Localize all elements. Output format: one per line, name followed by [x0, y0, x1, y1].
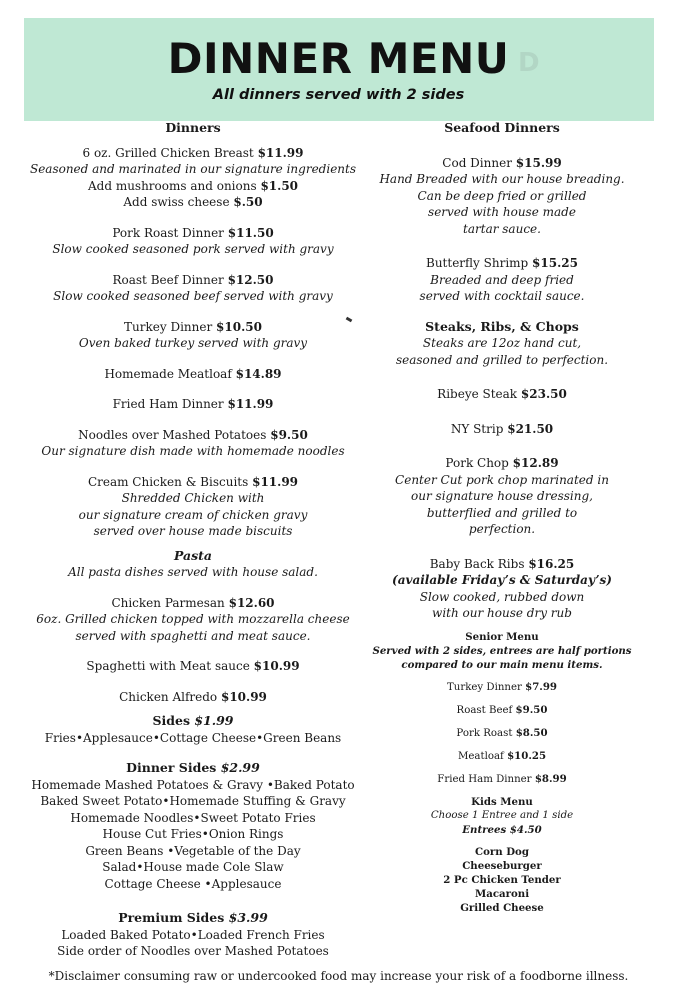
senior-item: Fried Ham Dinner $8.99 [437, 772, 567, 785]
item-description: Hand Breaded with our house breading. [379, 172, 625, 186]
item-description: served with house made [428, 205, 576, 219]
item-price: $16.25 [528, 556, 575, 571]
section-heading-premium-sides: Premium Sides $3.99 [118, 910, 268, 925]
section-note: seasoned and grilled to perfection. [395, 352, 609, 367]
menu-item [28, 319, 358, 336]
menu-item [28, 396, 358, 413]
menu-item [28, 145, 358, 162]
item-description: our signature house dressing, [411, 489, 593, 503]
item-price: $10.99 [220, 689, 267, 704]
item-description: Slow cooked, rubbed down [419, 589, 585, 604]
addon-name: Add swiss cheese [123, 195, 230, 209]
senior-item: Turkey Dinner $7.99 [446, 680, 558, 693]
item-price: $11.99 [252, 474, 299, 489]
left-column [28, 120, 358, 960]
item-description: our signature cream of chicken gravy [78, 507, 308, 522]
item-description: perfection. [468, 522, 536, 536]
menu-item [28, 225, 358, 242]
page-subtitle: All dinners served with 2 sides [212, 87, 465, 103]
menu-item [28, 474, 358, 491]
menu-item [352, 155, 652, 172]
menu-item [352, 421, 652, 438]
item-price: $11.50 [227, 225, 274, 240]
item-price: $9.50 [270, 427, 308, 442]
item-name: Homemade Meatloaf [104, 366, 232, 381]
menu-item [28, 658, 358, 675]
senior-item: Meatloaf $10.25 [457, 749, 547, 762]
section-heading-dinner-sides: Dinner Sides $2.99 [126, 760, 260, 775]
faded-letter-decoration: D [518, 48, 540, 78]
section-heading-dinners: Dinners [165, 120, 221, 135]
menu-item [28, 366, 358, 383]
sides-list: Fries•Applesauce•Cottage Cheese•Green Beans [44, 730, 342, 745]
menu-addon [28, 194, 358, 211]
item-name: NY Strip [450, 421, 504, 436]
premium-sides-line: Loaded Baked Potato•Loaded French Fries [61, 927, 325, 942]
item-description: tartar sauce. [463, 221, 541, 236]
kids-item: Corn Dog [475, 845, 529, 858]
dinner-sides-line: Cottage Cheese •Applesauce [104, 876, 282, 891]
item-description: with our house dry rub [432, 606, 572, 620]
item-name: Pork Chop [445, 456, 509, 470]
item-description: Slow cooked seasoned pork served with gravy [52, 242, 334, 256]
item-name: 6 oz. Grilled Chicken Breast [82, 145, 254, 160]
item-description: Our signature dish made with homemade noodles [41, 444, 345, 458]
item-name: Pork Roast Dinner [112, 225, 224, 240]
section-heading-pasta: Pasta [173, 547, 213, 563]
item-description: Slow cooked seasoned beef served with gravy [53, 289, 333, 303]
kids-item: Cheeseburger [462, 859, 542, 872]
kids-item: Macaroni [474, 887, 530, 900]
item-name: Turkey Dinner [124, 319, 213, 334]
item-description: Oven baked turkey served with gravy [78, 336, 308, 350]
section-note: All pasta dishes served with house salad. [68, 565, 318, 579]
section-note: Served with 2 sides, entrees are half portions [372, 644, 632, 657]
menu-item [352, 556, 652, 573]
right-column [352, 120, 652, 915]
item-price: $15.99 [515, 155, 562, 170]
section-note: compared to our main menu items. [401, 658, 603, 671]
menu-addon [28, 178, 358, 195]
item-price: $21.50 [507, 421, 554, 436]
dinner-sides-line: Green Beans •Vegetable of the Day [85, 843, 301, 858]
kids-item: Grilled Cheese [460, 901, 544, 914]
item-name: Baby Back Ribs [429, 556, 525, 571]
item-name: Spaghetti with Meat sauce [86, 659, 250, 673]
item-description: served with spaghetti and meat sauce. [75, 628, 311, 643]
item-name: Noodles over Mashed Potatoes [78, 427, 267, 442]
item-name: Butterfly Shrimp [426, 256, 529, 270]
item-name: Cod Dinner [442, 155, 512, 170]
section-note: Choose 1 Entree and 1 side [430, 809, 574, 821]
item-price: $10.99 [253, 659, 300, 673]
section-note: Steaks are 12oz hand cut, [422, 336, 582, 350]
dinner-sides-line: House Cut Fries•Onion Rings [102, 827, 284, 841]
item-description: 6oz. Grilled chicken topped with mozzarella cheese [36, 612, 350, 626]
item-description: Breaded and deep fried [430, 272, 574, 287]
item-price: $23.50 [520, 387, 567, 401]
item-description: Shredded Chicken with [121, 491, 265, 505]
item-description: Center Cut pork chop marinated in [395, 472, 609, 487]
section-heading-kids: Kids Menu [471, 795, 533, 808]
item-price: $12.89 [512, 456, 559, 470]
item-price: $15.25 [532, 256, 578, 270]
section-heading-sides: Sides $1.99 [152, 713, 234, 728]
menu-item [352, 255, 652, 272]
item-description: Seasoned and marinated in our signature ingredients [29, 162, 357, 176]
item-price: $10.50 [216, 319, 262, 334]
item-description: served over house made biscuits [93, 524, 293, 538]
item-name: Ribeye Steak [437, 387, 518, 401]
menu-item [28, 427, 358, 444]
item-name: Fried Ham Dinner [112, 397, 224, 411]
item-price: $14.89 [235, 366, 282, 381]
item-name: Chicken Parmesan [111, 595, 225, 610]
kids-item: 2 Pc Chicken Tender [443, 873, 561, 886]
menu-item [28, 689, 358, 706]
addon-name: Add mushrooms and onions [87, 178, 257, 193]
section-heading-steaks: Steaks, Ribs, & Chops [425, 318, 579, 334]
item-price: $12.50 [227, 272, 274, 287]
menu-item [352, 455, 652, 472]
item-price: $12.60 [228, 595, 275, 610]
availability-note: (available Friday’s & Saturday’s) [392, 573, 612, 587]
premium-sides-line: Side order of Noodles over Mashed Potatoes [57, 944, 329, 958]
item-name: Chicken Alfredo [119, 689, 218, 704]
senior-item: Pork Roast $8.50 [456, 726, 548, 739]
addon-price: $.50 [233, 195, 263, 209]
section-heading-senior: Senior Menu [465, 630, 539, 643]
kids-entrees-price: Entrees $4.50 [462, 823, 542, 836]
menu-item [28, 595, 358, 612]
dinner-sides-line: Baked Sweet Potato•Homemade Stuffing & Gravy [40, 794, 346, 808]
senior-item: Roast Beef $9.50 [456, 703, 548, 716]
section-heading-seafood: Seafood Dinners [444, 120, 560, 135]
menu-item [352, 386, 652, 403]
item-name: Cream Chicken & Biscuits [87, 474, 249, 489]
dinner-sides-line: Homemade Noodles•Sweet Potato Fries [70, 810, 316, 825]
dinner-sides-line: Salad•House made Cole Slaw [102, 860, 284, 874]
menu-item [28, 272, 358, 289]
addon-price: $1.50 [260, 178, 299, 193]
item-price: $11.99 [227, 397, 274, 411]
disclaimer: *Disclaimer consuming raw or undercooked food may increase your risk of a foodborne illness. [48, 969, 629, 983]
item-description: butterflied and grilled to [426, 505, 578, 520]
item-description: Can be deep fried or grilled [417, 188, 587, 203]
item-price: $11.99 [257, 145, 304, 160]
item-name: Roast Beef Dinner [112, 272, 224, 287]
dinner-sides-line: Homemade Mashed Potatoes & Gravy •Baked Potato [31, 777, 355, 792]
page-title: DINNER MENU [167, 34, 510, 83]
item-description: served with cocktail sauce. [419, 289, 585, 303]
